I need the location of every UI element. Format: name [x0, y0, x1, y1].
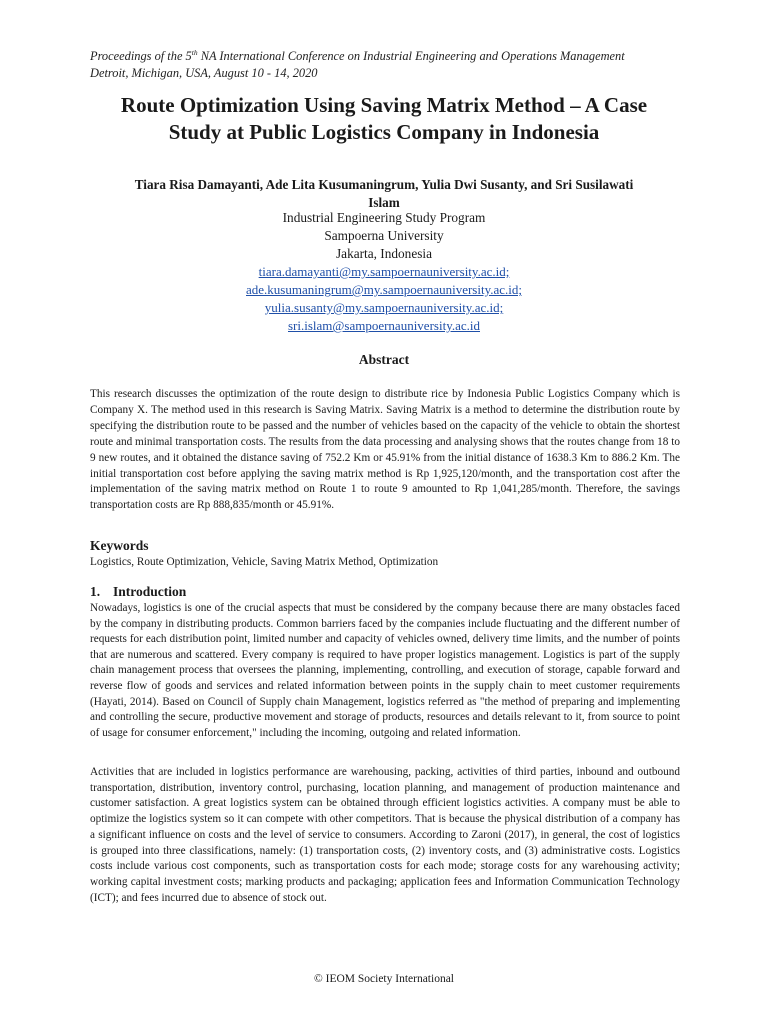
- email-link-islam[interactable]: sri.islam@sampoernauniversity.ac.id: [288, 318, 480, 333]
- affiliation-department: Industrial Engineering Study Program: [282, 210, 486, 225]
- introduction-paragraph-2: Activities that are included in logistics performance are warehousing, packing, activities of third parties, inbound and outbound transportation, distribution, inventory control, purchasing, location planning, and management of production maintenance and customer satisfaction. A great logistics system can be obtained through efficient logistics activities. A company must be able to optimize the logistics system so it can compete with other competitors. That is because the physical distribution of a company has a significant influence on costs and the level of service to consumers. According to Zaroni (2017), in general, the cost of logistics is grouped into three classifications, namely: (1) transportation costs, (2) inventory costs, and (3) administrative costs. Logistics costs include various cost components, such as transportation costs for each mode; storage costs for any warehousing activity; working capital investment costs; marking products and packaging; application fees and Information Communication Technology (ICT); and fees incurred due to absence of stock out.: [90, 766, 680, 904]
- author-emails: [150, 263, 618, 335]
- email-link-damayanti[interactable]: tiara.damayanti@my.sampoernauniversity.ac.id;: [258, 264, 510, 279]
- affiliation: [150, 209, 618, 263]
- email-link-susanty[interactable]: yulia.susanty@my.sampoernauniversity.ac.id;: [264, 300, 504, 315]
- introduction-paragraph-1: Nowadays, logistics is one of the crucial aspects that must be considered by the company because there are many obstacles faced by the company in distributing products. Common barriers faced by the companies include fluctuating and the different number of requests for each distribution point, limited number and capacity of vehicles owned, delivery time limits, and the number of points that are numerous and scattered. Every company is required to have proper logistics management. Logistics is part of the supply chain management process that oversees the planning, implementing, controlling, and execution of storage, capable forward and reverse flow of goods and services and related information between points in the supply chain to meet customer requirements (Hayati, 2014). Based on Council of Supply chain Management, logistics referred as "the method of preparing and implementing and controlling the secure, productive movement and storage of products, resources and details relevant to it, from source to point of usage for consumer enforcement," including the incoming, outgoing and related information.: [90, 602, 680, 739]
- title-line-2: Study at Public Logistics Company in Indonesia: [168, 120, 600, 144]
- authors-line-1: Tiara Risa Damayanti, Ade Lita Kusumaningrum, Yulia Dwi Susanty, and Sri Susilawati: [134, 177, 634, 192]
- ordinal-superscript: th: [191, 48, 198, 57]
- affiliation-city: Jakarta, Indonesia: [336, 246, 432, 261]
- title-line-1: Route Optimization Using Saving Matrix Method – A Case: [120, 93, 648, 117]
- keywords-text: Logistics, Route Optimization, Vehicle, Saving Matrix Method, Optimization: [90, 556, 439, 568]
- authors-line-2: Islam: [368, 194, 400, 210]
- proceedings-header: [90, 44, 690, 82]
- copyright-footer: © IEOM Society International: [314, 973, 454, 985]
- proceedings-line-1: Proceedings of the 5th NA International Conference on Industrial Engineering and Operations Management: [90, 48, 625, 64]
- abstract-text: This research discusses the optimization of the route design to distribute rice by Indonesia Public Logistics Company which is Company X. The method used in this research is Saving Matrix. Saving Matrix is a method to determine the distribution route by specifying the distribution route to be passed and the number of vehicles based on the capacity of the vehicle to obtain the shortest route and minimal transportation costs. The results from the data processing and analysing shows that the routes change from 18 to 9 new routes, and it obtained the distance saving of 752.2 Km or 45.91% from the initial distance of 1638.3 Km to 886.2 Km. The initial transportation cost before applying the saving matrix method is Rp 1,925,120/month, and the transportation cost after the implementation of the saving matrix method on Route 1 to route 9 amounted to Rp 1,041,285/month. Therefore, the savings transportation costs are Rp 888,835/month or 45.91%.: [90, 388, 680, 512]
- email-link-kusumaningrum[interactable]: ade.kusumaningrum@my.sampoernauniversity.ac.id;: [246, 282, 522, 297]
- author-list: [80, 176, 688, 211]
- section-number: 1.: [90, 584, 101, 599]
- introduction-heading: [90, 583, 186, 601]
- keywords-heading: Keywords: [90, 538, 149, 553]
- paper-title: [40, 92, 728, 146]
- proceedings-line-2: Detroit, Michigan, USA, August 10 - 14, 2020: [90, 66, 318, 81]
- abstract-heading: Abstract: [358, 352, 410, 367]
- affiliation-university: Sampoerna University: [324, 228, 444, 243]
- section-title: Introduction: [113, 584, 187, 599]
